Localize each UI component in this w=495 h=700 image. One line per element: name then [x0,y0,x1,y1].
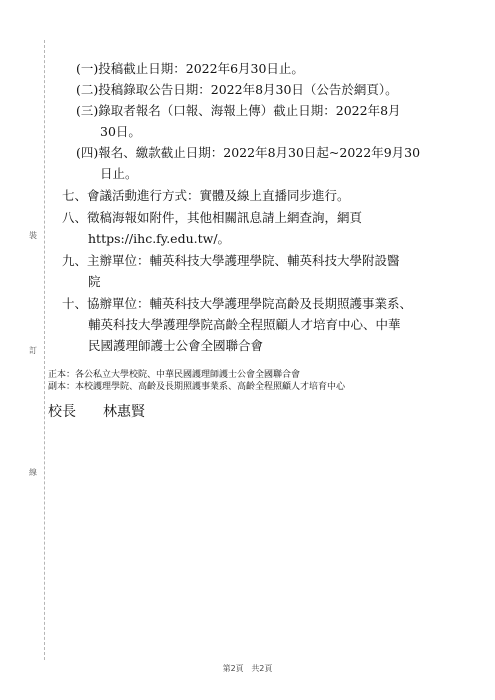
binding-mark-zhuang: 裝 [29,231,37,240]
section-eight-url: https://ihc.fy.edu.tw/。 [88,231,231,246]
cc-copy: 副本：本校護理學院、高齡及長期照護事業系、高齡全程照顧人才培育中心 [48,382,346,392]
section-ten-cont-1: 輔英科技大學護理學院高齡全程照顧人才培育中心、中華 [88,317,401,332]
item-accepted-registration-cont: 30日。 [100,124,141,139]
binding-line [44,40,45,660]
item-registration-payment: (四)報名、繳款截止日期：2022年8月30日起~2022年9月30 [76,145,421,160]
item-registration-payment-cont: 日止。 [100,166,138,181]
footer-page: 第2頁 [222,664,244,673]
section-nine-cont: 院 [88,274,101,289]
section-seven: 七、會議活動進行方式：實體及線上直播同步進行。 [62,188,350,203]
item-acceptance-announcement: (二)投稿錄取公告日期：2022年8月30日（公告於網頁）。 [76,82,398,97]
section-eight: 八、徵稿海報如附件，其他相關訊息請上網查詢，網頁 [62,210,363,225]
item-submission-deadline: (一)投稿截止日期：2022年6月30日止。 [76,61,304,76]
section-nine: 九、主辦單位：輔英科技大學護理學院、輔英科技大學附設醫 [62,253,400,268]
section-ten: 十、協辦單位：輔英科技大學護理學院高齡及長期照護事業系、 [62,296,413,311]
footer-total: 共2頁 [251,664,273,673]
signature-name: 林惠賢 [103,404,145,420]
cc-main: 正本：各公私立大學校院、中華民國護理師護士公會全國聯合會 [48,370,301,380]
section-ten-cont-2: 民國護理師護士公會全國聯合會 [88,338,264,353]
binding-mark-xian: 線 [29,468,37,477]
item-accepted-registration: (三)錄取者報名（口報、海報上傳）截止日期：2022年8月 [76,103,401,118]
binding-mark-ding: 訂 [29,346,37,355]
signature-title: 校長 [48,404,76,420]
page-footer [0,663,495,674]
